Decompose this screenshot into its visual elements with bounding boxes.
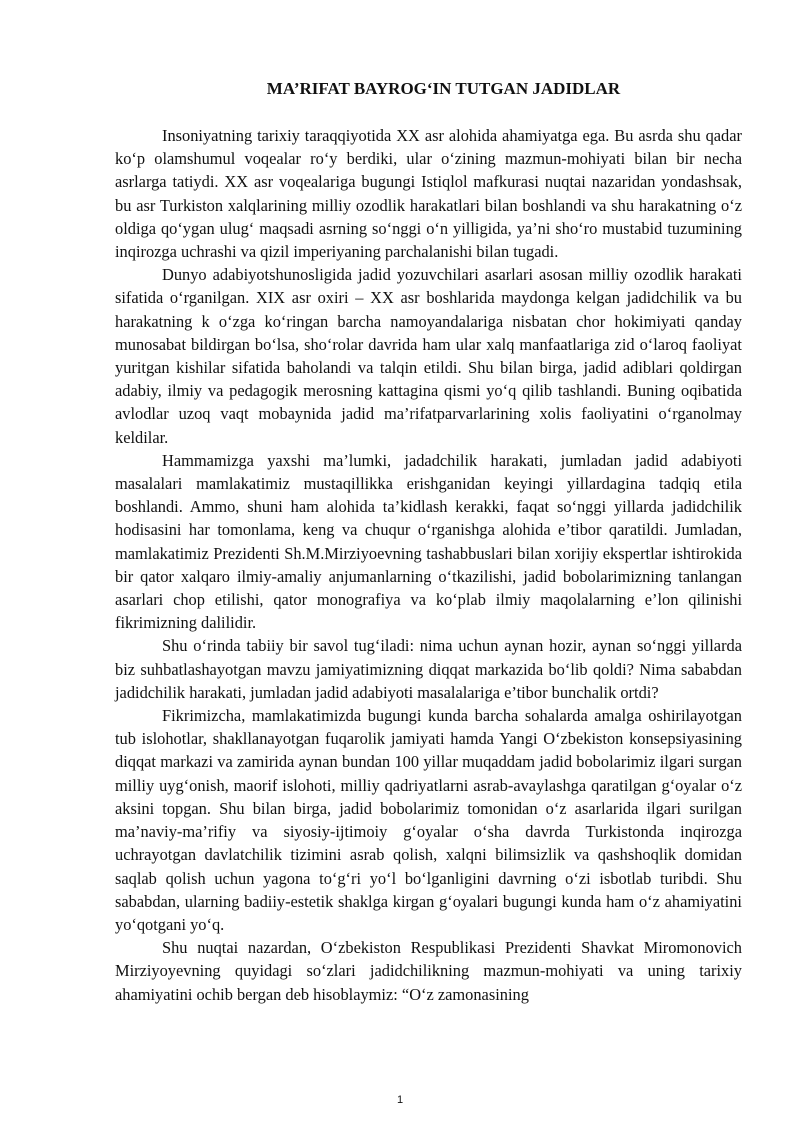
document-title: MA’RIFAT BAYROG‘IN TUTGAN JADIDLAR <box>266 79 621 98</box>
paragraph-4: Shu o‘rinda tabiiy bir savol tug‘iladi: nima uchun aynan hozir, aynan so‘nggi yillarda biz suhbatlashayotgan mavzu jamiyatimizning diqqat markazida bo‘lib qoldi? Nima sababdan jadidchilik harakati, jumladan jadid adabiyoti masalalariga e’tibor bunchalik ortdi? <box>115 636 742 702</box>
paragraph-2: Dunyo adabiyotshunosligida jadid yozuvchilari asarlari asosan milliy ozodlik harakati sifatida o‘rganilgan. XIX asr oxiri – XX asr boshlarida maydonga kelgan jadidchilik va bu harakatning k o‘zga ko‘ringan barcha namoyandalariga nisbatan chor hokimiyati qanday munosabat bildirgan bo‘lsa, sho‘rolar davrida ham ular xalq manfaatlariga zid o‘laroq faoliyat yuritgan kishilar sifatida baholandi va talqin etildi. Shu bilan birga, jadid adiblari qoldirgan adabiy, ilmiy va pedagogik merosning kattagina qismi yo‘q qilib tashlandi. Buning oqibatida avlodlar uzoq vaqt mobaynida jadid ma’rifatparvarlarining xolis faoliyatini o‘rganolmay keldilar. <box>115 265 742 447</box>
paragraph-3: Hammamizga yaxshi ma’lumki, jadadchilik harakati, jumladan jadid adabiyoti masalalari mamlakatimiz mustaqillikka erishganidan keyingi yillardagina tadqiq etila boshlandi. Ammo, shuni ham alohida ta’kidlash kerakki, faqat so‘nggi yillarda jadidchilik hodisasini har tomonlama, keng va chuqur o‘rganishga alohida e’tibor qaratildi. Jumladan, mamlakatimiz Prezidenti Sh.M.Mirziyoevning tashabbuslari bilan xorijiy ekspertlar ishtirokida bir qator xalqaro ilmiy-amaliy anjumanlarning o‘tkazilishi, jadid bobolarimizning tanlangan asarlari chop etilishi, qator monografiya va ko‘plab ilmiy maqolalarning e’lon qilinishi fikrimizning dalilidir. <box>115 450 742 633</box>
document-page <box>115 74 742 1006</box>
paragraph-6: Shu nuqtai nazardan, O‘zbekiston Respublikasi Prezidenti Shavkat Miromonovich Mirziyoyevning quyidagi so‘zlari jadidchilikning mazmun-mohiyati va uning tarixiy ahamiyatini ochib bergan deb hisoblaymiz: “O‘z zamonasining <box>115 938 742 1004</box>
page-number: 1 <box>396 1094 404 1106</box>
paragraph-5: Fikrimizcha, mamlakatimizda bugungi kunda barcha sohalarda amalga oshirilayotgan tub islohotlar, shakllanayotgan fuqarolik jamiyati hamda Yangi O‘zbekiston konsepsiyasining diqqat markazi va zamirida aynan bundan 100 yillar muqaddam jadid bobolarimiz ilgari surgan milliy uyg‘onish, maorif islohoti, milliy qadriyatlarni asrab-avaylashga qaratilgan g‘oyalar o‘z aksini topgan. Shu bilan birga, jadid bobolarimiz tomonidan o‘z asarlarida ilgari surilgan ma’naviy-ma’rifiy va siyosiy-ijtimoiy g‘oyalar o‘sha davrda Turkistonda inqirozga uchrayotgan davlatchilik tizimini asrab qolish, xalqni bilimsizlik va qashshoqlik domidan saqlab qolish uchun yagona to‘g‘ri yo‘l bo‘lganligini davrning o‘zi isbotlab turibdi. Shu sababdan, ularning badiiy-estetik shaklga kirgan g‘oyalari bugungi kunda ham o‘z ahamiyatini yo‘qotgani yo‘q. <box>115 706 742 934</box>
paragraph-1: Insoniyatning tarixiy taraqqiyotida XX asr alohida ahamiyatga ega. Bu asrda shu qadar ko‘p olamshumul voqealar ro‘y berdiki, ular o‘zining mazmun-mohiyati bilan bir necha asrlarga tatiydi. XX asr voqealariga bugungi Istiqlol mafkurasi nuqtai nazaridan yondashsak, bu asr Turkiston xalqlarining milliy ozodlik harakatlari bilan boshlandi va shu harakatning o‘z oldiga qo‘ygan ulug‘ maqsadi asrning so‘nggi o‘n yilligida, ya’ni sho‘ro mustabid tuzumining inqirozga uchrashi va qizil imperiyaning parchalanishi bilan tugadi. <box>115 126 742 262</box>
